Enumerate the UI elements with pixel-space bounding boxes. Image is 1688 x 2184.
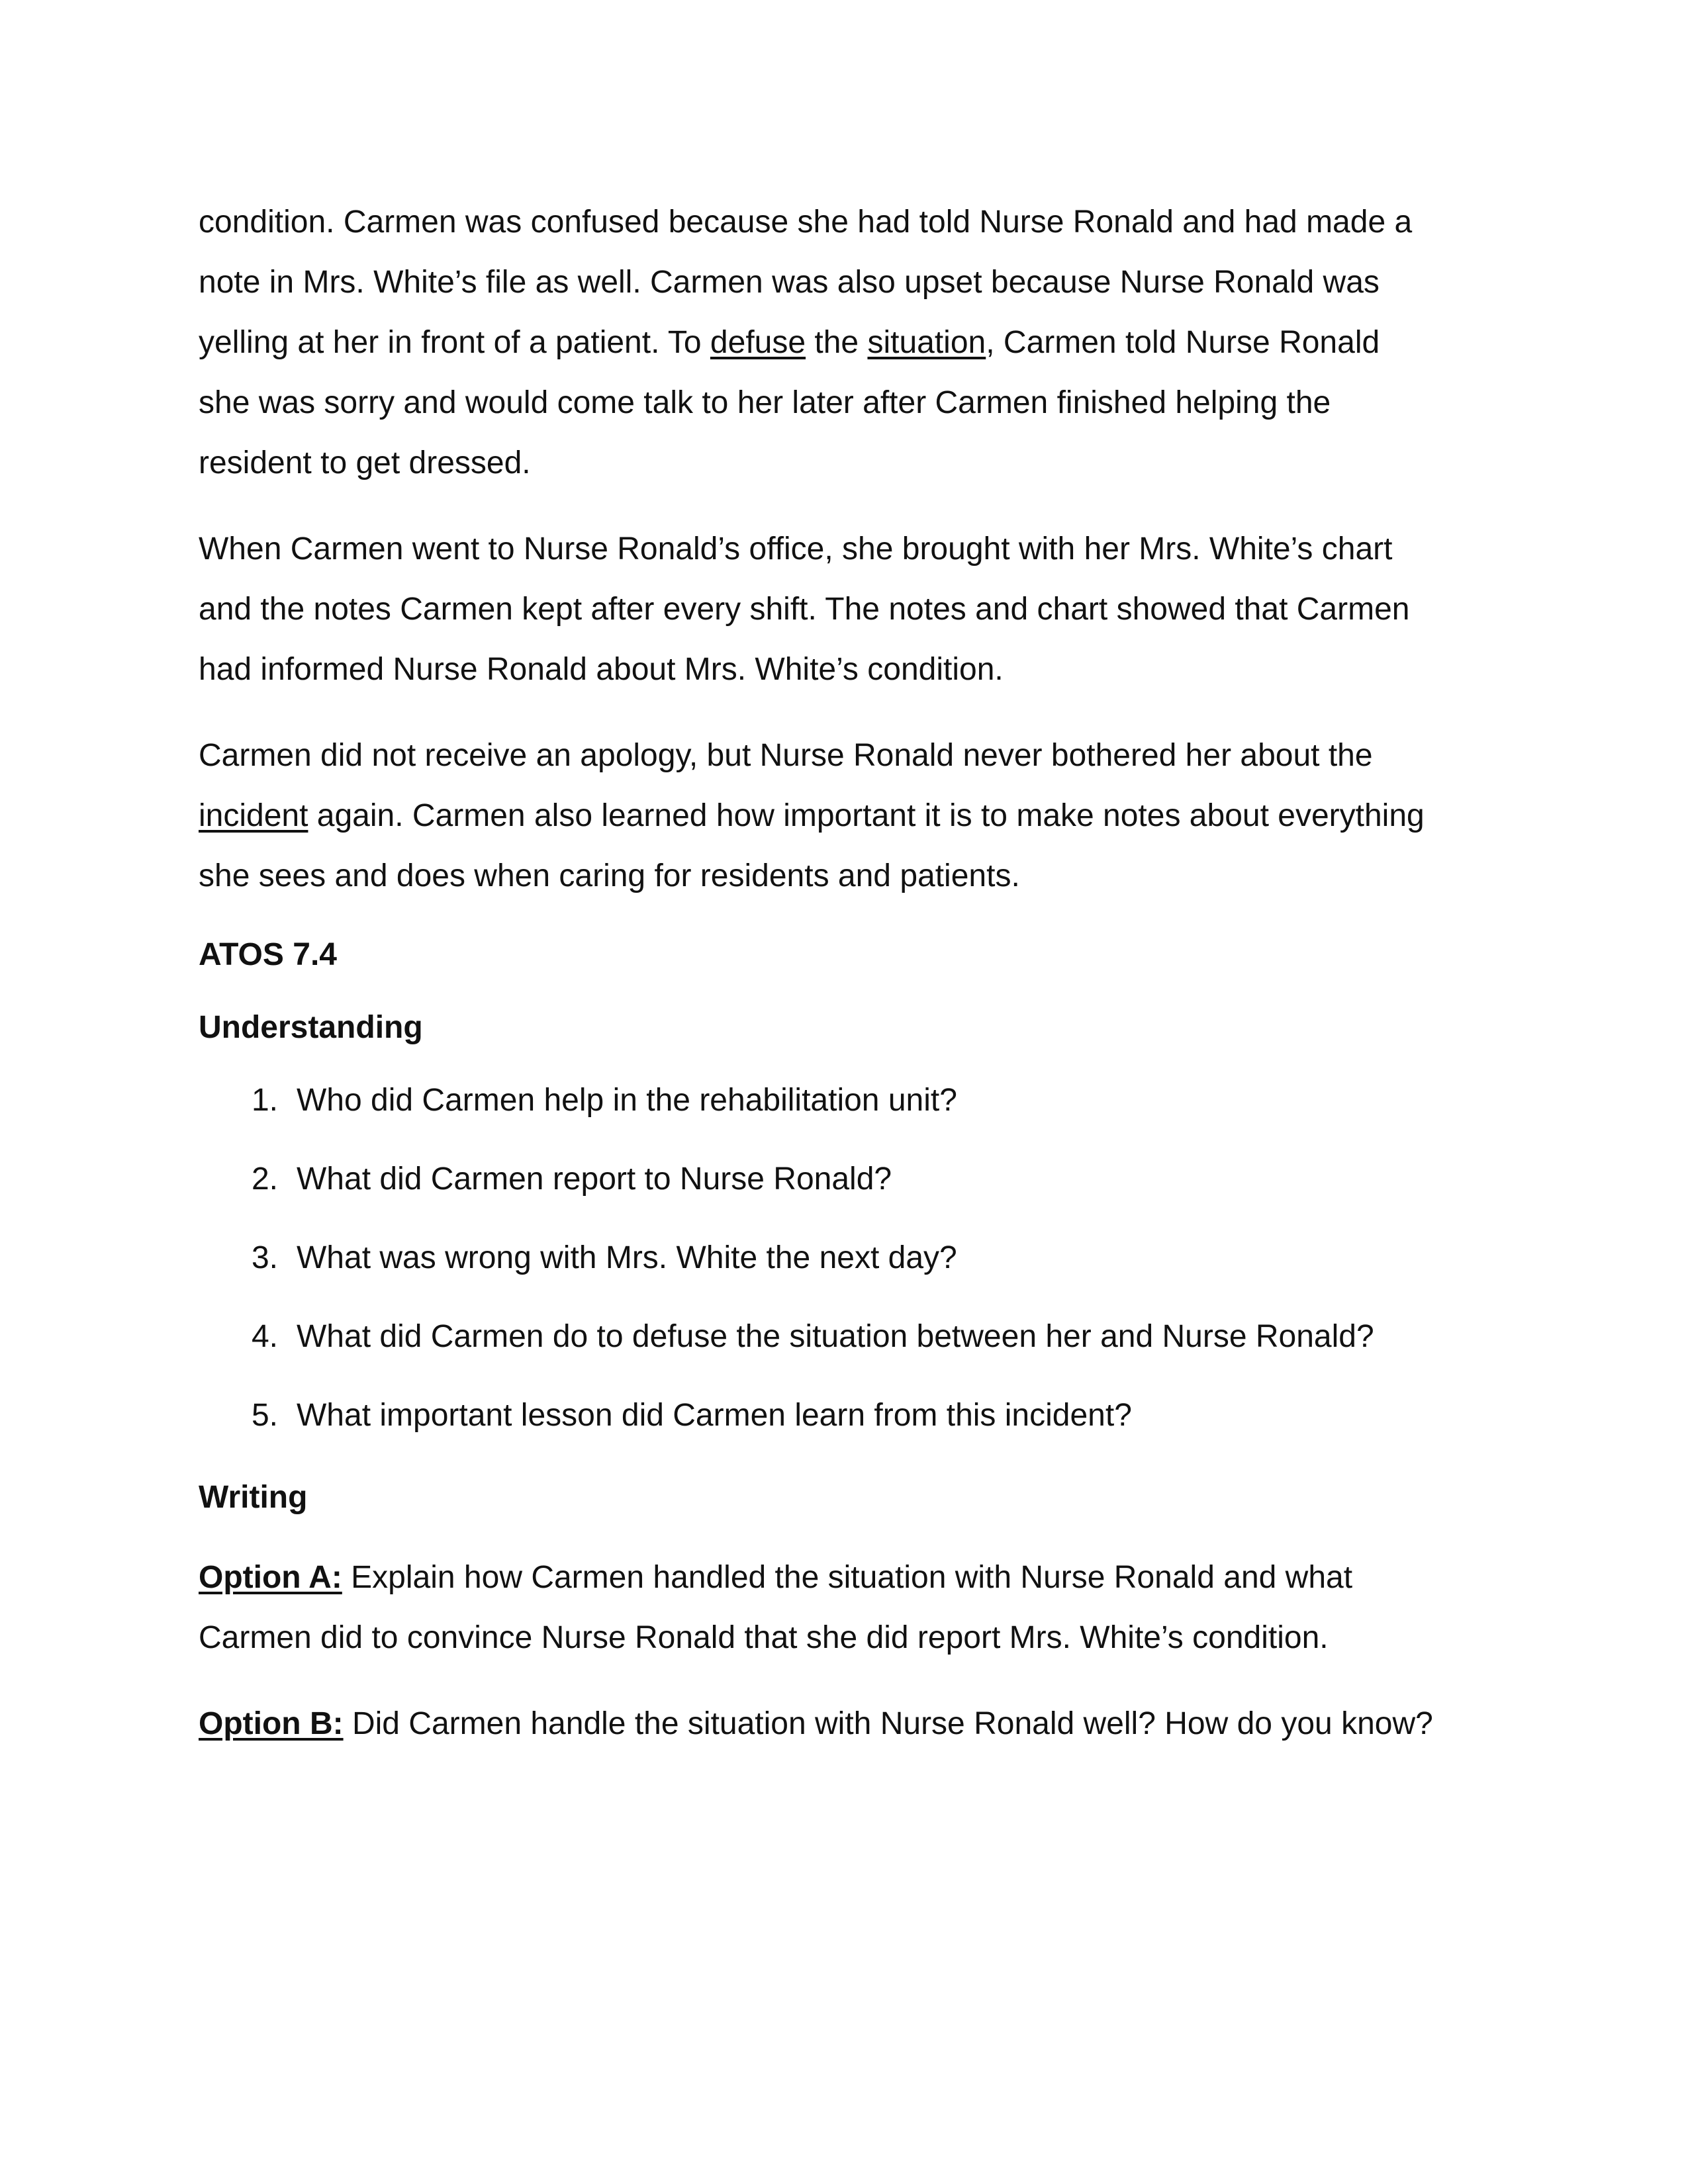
text-fragment: , Carmen told Nurse Ronald [986,325,1380,360]
writing-option-a [199,1547,1496,1668]
question-text: Who did Carmen help in the rehabilitation unit? [297,1083,957,1118]
writing-option-b [199,1694,1496,1754]
text-fragment: Explain how Carmen handled the situation with Nurse Ronald and what [342,1560,1353,1595]
question-item [199,1314,1496,1360]
text-fragment: the [806,325,868,360]
question-list [199,1077,1496,1439]
text-line [199,312,1496,373]
question-text: What important lesson did Carmen learn from this incident? [297,1398,1132,1433]
question-number: 5. [251,1398,278,1433]
text-line: resident to get dressed. [199,445,531,480]
atos-level-label: ATOS 7.4 [199,937,337,972]
question-number: 2. [251,1161,278,1197]
question-text: What did Carmen report to Nurse Ronald? [297,1161,892,1197]
text-line [199,786,1496,846]
document-page [199,192,1496,1780]
writing-heading: Writing [199,1480,308,1515]
question-number: 4. [251,1319,278,1354]
question-item [199,1235,1496,1281]
question-number: 3. [251,1240,278,1275]
text-line: Carmen did not receive an apology, but Nurse Ronald never bothered her about the [199,738,1373,773]
option-a-label: Option A: [199,1560,342,1595]
question-item [199,1392,1496,1439]
question-text: What was wrong with Mrs. White the next day? [297,1240,957,1275]
vocab-word-incident: incident [199,798,308,833]
option-b-label: Option B: [199,1706,344,1741]
question-number: 1. [251,1083,278,1118]
vocab-word-defuse: defuse [710,325,806,360]
story-paragraph-1 [199,192,1496,493]
text-line: condition. Carmen was confused because she had told Nurse Ronald and had made a [199,205,1413,240]
text-line: she sees and does when caring for residents and patients. [199,858,1020,893]
text-line: and the notes Carmen kept after every shift. The notes and chart showed that Carmen [199,592,1410,627]
text-line [199,1547,1496,1608]
text-fragment: Did Carmen handle the situation with Nurse Ronald well? How do you know? [343,1706,1433,1741]
question-text: What did Carmen do to defuse the situation between her and Nurse Ronald? [297,1319,1374,1354]
question-item [199,1077,1496,1124]
text-line: Carmen did to convince Nurse Ronald that she did report Mrs. White’s condition. [199,1620,1329,1655]
vocab-word-situation: situation [867,325,986,360]
text-line: note in Mrs. White’s file as well. Carmen was also upset because Nurse Ronald was [199,265,1380,300]
text-fragment: again. Carmen also learned how important it is to make notes about everything [308,798,1425,833]
story-paragraph-3 [199,725,1496,906]
text-line: had informed Nurse Ronald about Mrs. White’s condition. [199,652,1004,687]
question-item [199,1156,1496,1203]
text-line: she was sorry and would come talk to her later after Carmen finished helping the [199,385,1331,420]
understanding-heading: Understanding [199,1010,423,1045]
text-fragment: yelling at her in front of a patient. To [199,325,710,360]
story-paragraph-2 [199,519,1496,700]
text-line [199,1694,1496,1754]
text-line: When Carmen went to Nurse Ronald’s office, she brought with her Mrs. White’s chart [199,531,1393,567]
